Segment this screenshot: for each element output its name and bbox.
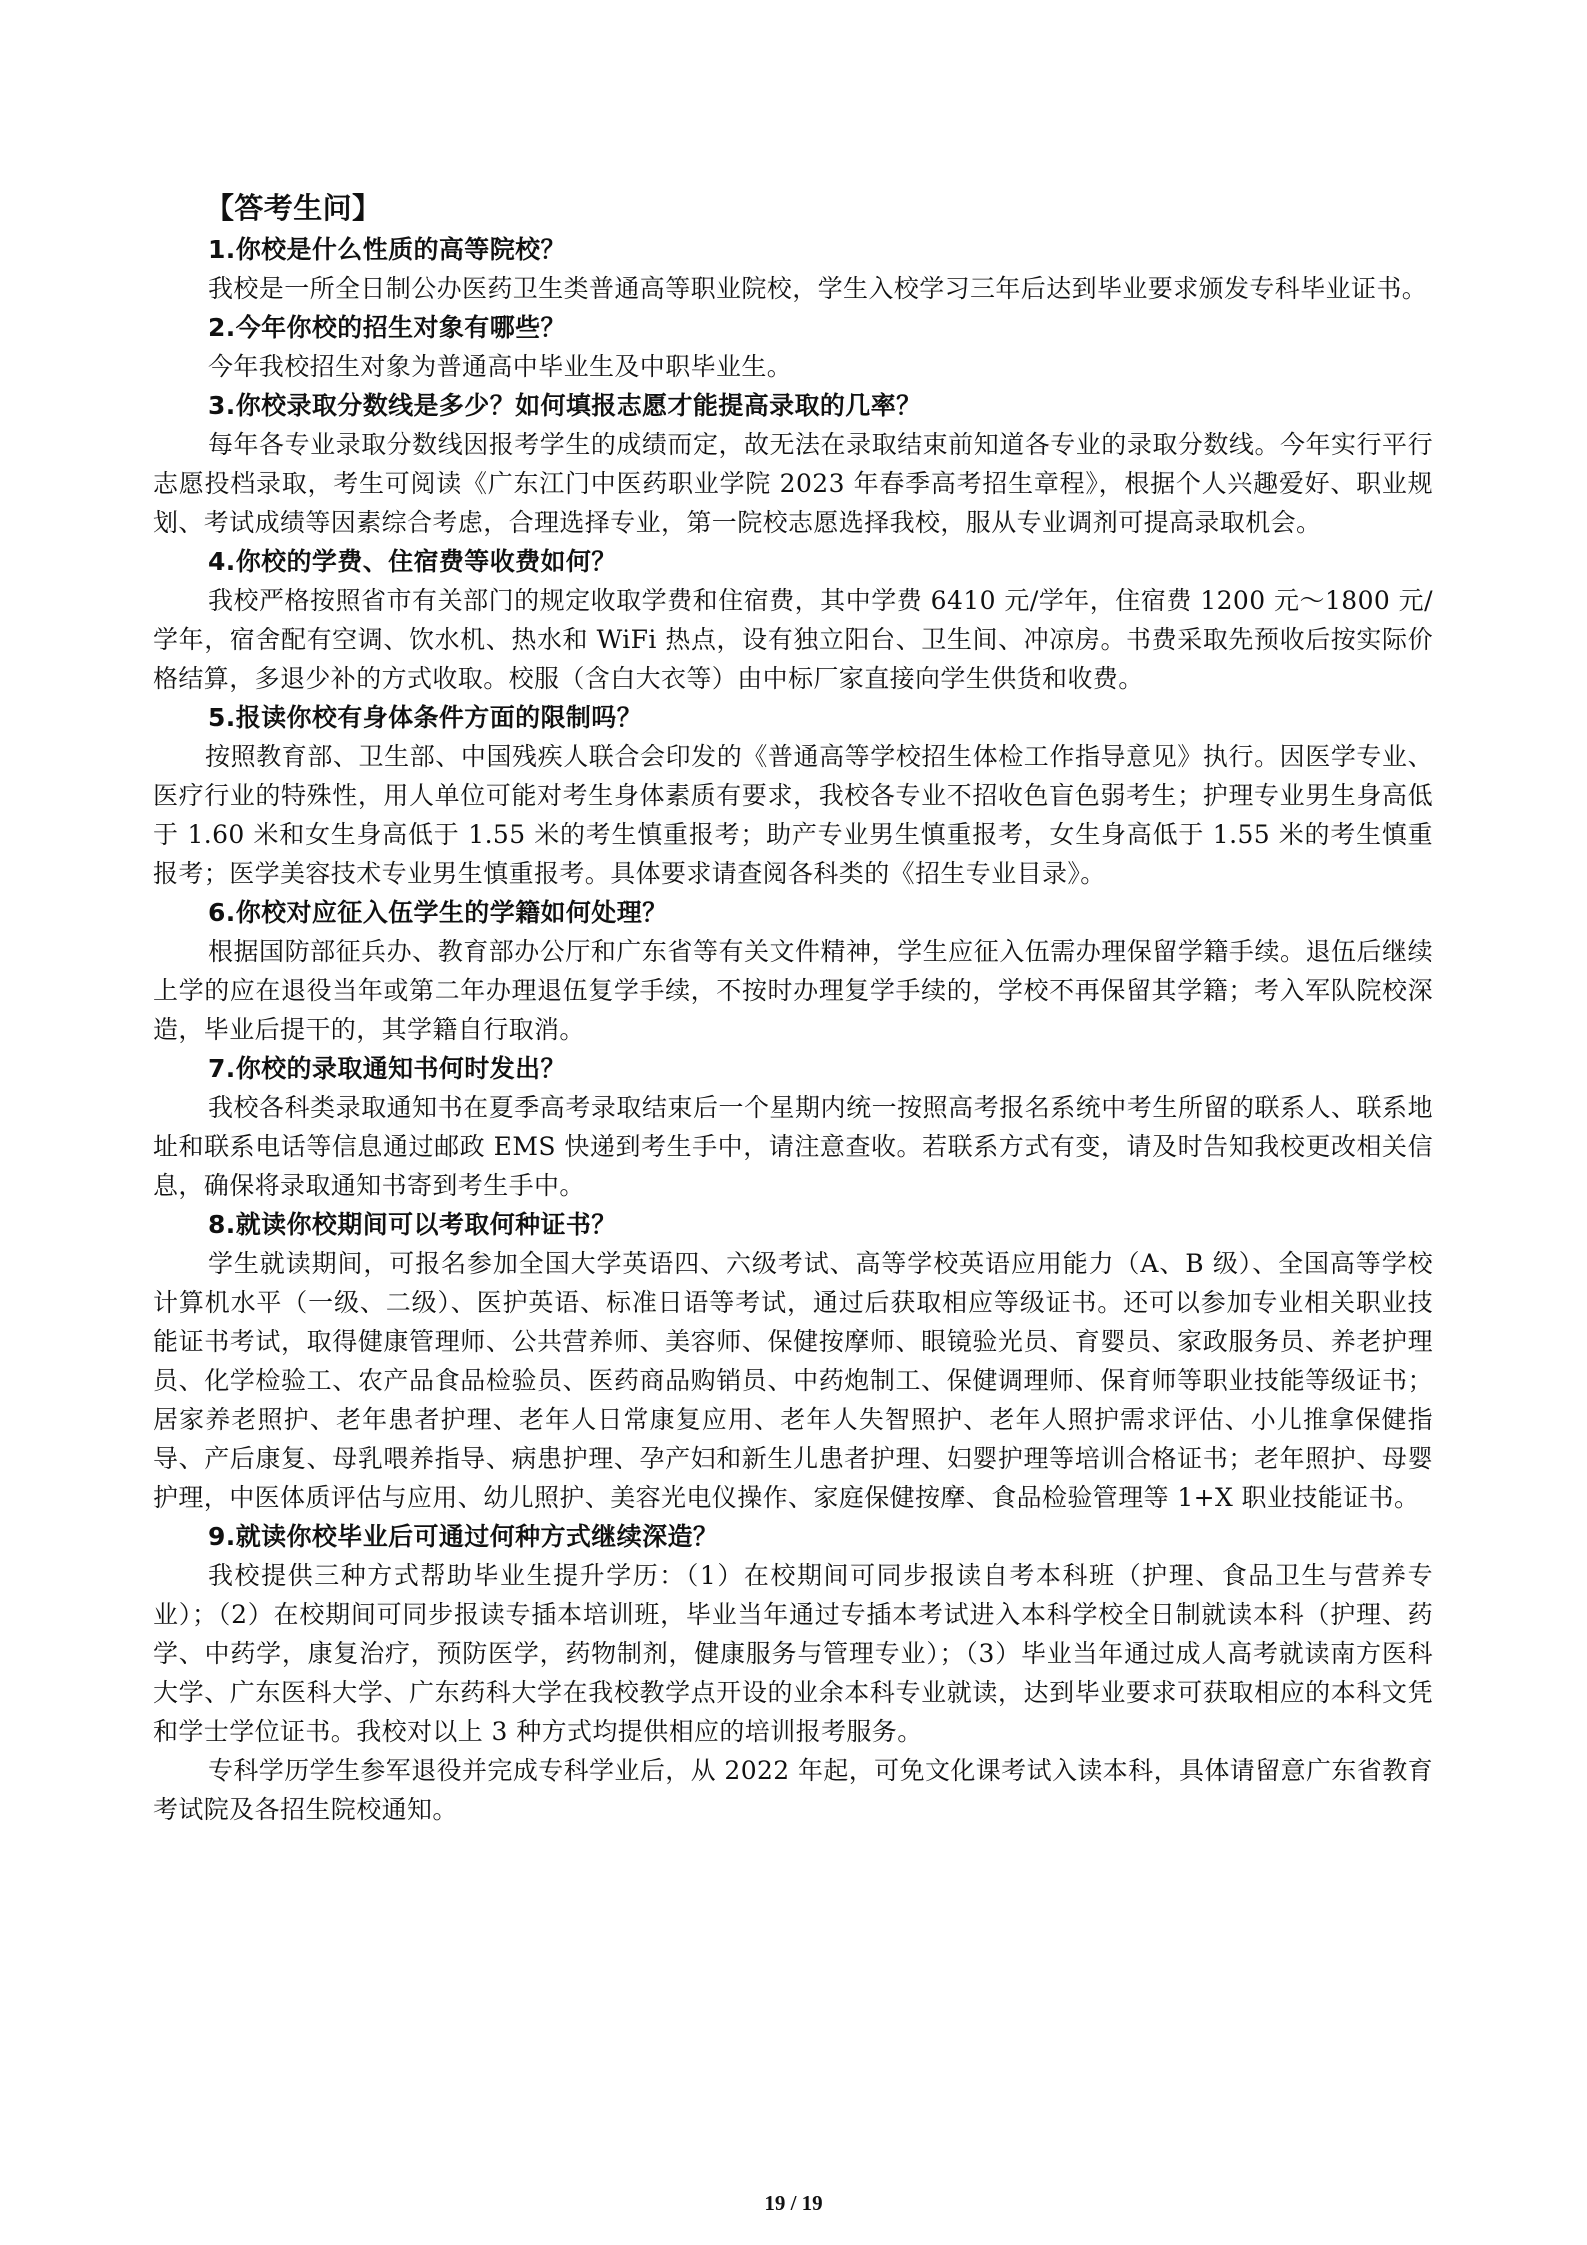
question-5: 5.报读你校有身体条件方面的限制吗？ — [208, 703, 643, 732]
question-2: 2.今年你校的招生对象有哪些？ — [208, 313, 566, 342]
answer-2: 今年我校招生对象为普通高中毕业生及中职毕业生。 — [208, 352, 793, 381]
answer-6: 根据国防部征兵办、教育部办公厅和广东省等有关文件精神，学生应征入伍需办理保留学籍手续。退伍后继续上学的应在退役当年或第二年办理退伍复学手续，不按时办理复学手续的，学校不再保留其学籍；考入军队院校深造，毕业后提干的，其学籍自行取消。 — [153, 937, 1433, 1044]
answer-3: 每年各专业录取分数线因报考学生的成绩而定，故无法在录取结束前知道各专业的录取分数线。今年实行平行志愿投档录取，考生可阅读《广东江门中医药职业学院 2023 年春季高考招生章程》，根据个人兴趣爱好、职业规划、考试成绩等因素综合考虑，合理选择专业，第一院校志愿选择我校，服从专业调剂可提高录取机会。 — [153, 430, 1433, 537]
question-7: 7.你校的录取通知书何时发出？ — [208, 1054, 566, 1083]
answer-9: 我校提供三种方式帮助毕业生提升学历：（1）在校期间可同步报读自考本科班（护理、食品卫生与营养专业）；（2）在校期间可同步报读专插本培训班，毕业当年通过专插本考试进入本科学校全日制就读本科（护理、药学、中药学，康复治疗，预防医学，药物制剂，健康服务与管理专业）；（3）毕业当年通过成人高考就读南方医科大学、广东医科大学、广东药科大学在我校教学点开设的业余本科专业就读，达到毕业要求可获取相应的本科文凭和学士学位证书。我校对以上 3 种方式均提供相应的培训报考服务。 — [153, 1561, 1433, 1746]
answer-1: 我校是一所全日制公办医药卫生类普通高等职业院校，学生入校学习三年后达到毕业要求颁发专科毕业证书。 — [208, 274, 1428, 303]
question-4: 4.你校的学费、住宿费等收费如何？ — [208, 547, 617, 576]
page-number: 19 / 19 — [764, 2191, 823, 2215]
question-6: 6.你校对应征入伍学生的学籍如何处理？ — [208, 898, 668, 927]
question-1: 1.你校是什么性质的高等院校？ — [208, 235, 566, 264]
answer-8: 学生就读期间，可报名参加全国大学英语四、六级考试、高等学校英语应用能力（A、B 级）、全国高等学校计算机水平（一级、二级）、医护英语、标准日语等考试，通过后获取相应等级证书。还可以参加专业相关职业技能证书考试，取得健康管理师、公共营养师、美容师、保健按摩师、眼镜验光员、育婴员、家政服务员、养老护理员、化学检验工、农产品食品检验员、医药商品购销员、中药炮制工、保健调理师、保育师等职业技能等级证书；居家养老照护、老年患者护理、老年人日常康复应用、老年人失智照护、老年人照护需求评估、小儿推拿保健指导、产后康复、母乳喂养指导、病患护理、孕产妇和新生儿患者护理、妇婴护理等培训合格证书；老年照护、母婴护理，中医体质评估与应用、幼儿照护、美容光电仪操作、家庭保健按摩、食品检验管理等 1+X 职业技能证书。 — [153, 1249, 1433, 1512]
answer-5: 按照教育部、卫生部、中国残疾人联合会印发的《普通高等学校招生体检工作指导意见》执行。因医学专业、医疗行业的特殊性，用人单位可能对考生身体素质有要求，我校各专业不招收色盲色弱考生；护理专业男生身高低于 1.60 米和女生身高低于 1.55 米的考生慎重报考；助产专业男生慎重报考，女生身高低于 1.55 米的考生慎重报考；医学美容技术专业男生慎重报考。具体要求请查阅各科类的《招生专业目录》。 — [153, 742, 1433, 888]
question-9: 9.就读你校毕业后可通过何种方式继续深造？ — [208, 1522, 719, 1551]
question-3: 3.你校录取分数线是多少？如何填报志愿才能提高录取的几率？ — [208, 391, 922, 420]
question-8: 8.就读你校期间可以考取何种证书？ — [208, 1210, 617, 1239]
answer-7: 我校各科类录取通知书在夏季高考录取结束后一个星期内统一按照高考报名系统中考生所留的联系人、联系地址和联系电话等信息通过邮政 EMS 快递到考生手中，请注意查收。若联系方式有变，请及时告知我校更改相关信息，确保将录取通知书寄到考生手中。 — [153, 1093, 1433, 1200]
document-page — [153, 188, 1433, 1829]
answer-9-extra: 专科学历学生参军退役并完成专科学业后，从 2022 年起，可免文化课考试入读本科，具体请留意广东省教育考试院及各招生院校通知。 — [153, 1756, 1433, 1824]
section-title: 【答考生问】 — [205, 191, 382, 225]
answer-4: 我校严格按照省市有关部门的规定收取学费和住宿费，其中学费 6410 元/学年，住宿费 1200 元～1800 元/学年，宿舍配有空调、饮水机、热水和 WiFi 热点，设有独立阳台、卫生间、冲凉房。书费采取先预收后按实际价格结算，多退少补的方式收取。校服（含白大衣等）由中标厂家直接向学生供货和收费。 — [153, 586, 1433, 693]
